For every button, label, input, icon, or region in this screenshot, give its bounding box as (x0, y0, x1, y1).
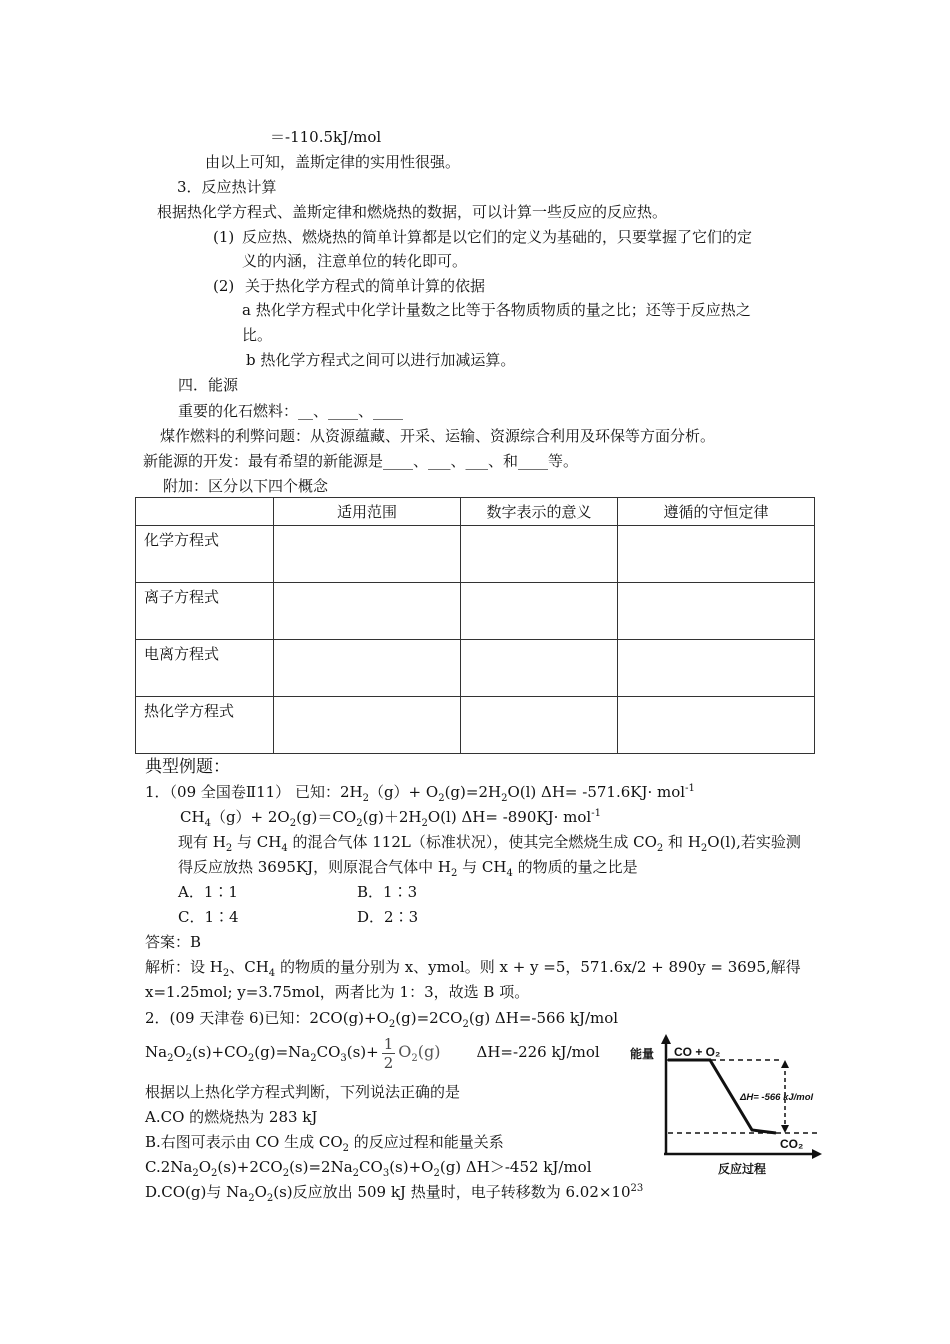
energy-diagram (628, 1030, 858, 1178)
x-axis-arrow (812, 1149, 822, 1159)
result-line: ＝-110.5kJ/mol (270, 128, 382, 146)
new-energy-line: 新能源的开发：最有希望的新能源是____、___、___、和____等。 (143, 452, 579, 470)
table-row (136, 640, 815, 697)
appendix-line: 附加：区分以下四个概念 (163, 477, 329, 495)
table-header-cell (136, 498, 274, 526)
table-header-cell: 数字表示的意义 (461, 498, 618, 526)
q1-analysis-line2: x=1.25mol; y=3.75mol，两者比为 1：3，故选 B 项。 (145, 983, 530, 1001)
delta-h-label: ΔH= -566 kJ/mol (740, 1092, 814, 1103)
q1-given-line1: 1．（09 全国卷Ⅱ11） 已知：$2H_2(g)+ O_2(g)=2H_2O(l)$ ΔH= -571.6KJ· mol$^{-1}$ (145, 783, 695, 804)
table-cell (274, 640, 461, 697)
row-label: 化学方程式 (136, 526, 274, 583)
table-cell (274, 526, 461, 583)
table-cell (618, 526, 815, 583)
table-cell (618, 697, 815, 754)
point1-number: (1) (213, 228, 235, 246)
examples-title: 典型例题： (145, 757, 230, 777)
table-cell (461, 697, 618, 754)
point2-title: 关于热化学方程式的简单计算的依据 (245, 277, 486, 295)
product-label: CO₂ (780, 1137, 804, 1151)
q1-option-d: D．2∶3 (357, 908, 419, 926)
table-header-row (136, 498, 815, 526)
table-cell (274, 583, 461, 640)
fossil-fuels-line: 重要的化石燃料：__、____、____ (178, 402, 404, 420)
q2-option-c: $C.2Na_2O_2(s)+2CO_2(s)=2Na_2CO_3(s)+O_2(g)$ ΔH＞-452 kJ/mol (145, 1158, 592, 1179)
y-axis-arrow (661, 1034, 671, 1044)
coal-fuel-line: 煤作燃料的利弊问题：从资源蕴藏、开采、运输、资源综合利用及环保等方面分析。 (160, 427, 716, 445)
table-cell (618, 640, 815, 697)
table-cell (461, 640, 618, 697)
q1-answer: 答案：B (145, 933, 202, 951)
conclusion-line: 由以上可知，盖斯定律的实用性很强。 (205, 153, 461, 171)
q1-analysis-line1: 解析：设 $H_2$、$CH_4$ 的物质的量分别为 x、ymol。则 x + y =5，571.6x/2 + 890y = 3695,解得 (145, 958, 801, 979)
reactant-label: CO + O₂ (674, 1045, 721, 1059)
table-cell (461, 583, 618, 640)
table-header-cell: 遵循的守恒定律 (618, 498, 815, 526)
q1-given-line2: $CH_4(g)+ 2O_2(g)=CO_2(g)+2H_2O(l)$ ΔH= -890KJ· mol$^{-1}$ (180, 808, 601, 829)
section3-intro: 根据热化学方程式、盖斯定律和燃烧热的数据，可以计算一些反应的反应热。 (157, 203, 668, 221)
q1-stem-line2: 得反应放热 3695KJ，则原混合气体中 $H_2$ 与 $CH_4$ 的物质的量之比是 (178, 858, 638, 879)
q1-option-b: B．1∶3 (357, 883, 418, 901)
row-label: 电离方程式 (136, 640, 274, 697)
q2-given-line1: 2．(09 天津卷 6)已知：$2CO(g)+O_2(g)=2CO_2(g)$ ΔH=-566 kJ/mol (145, 1009, 619, 1030)
q2-option-b: B.右图可表示由 CO 生成 $CO_2$ 的反应过程和能量关系 (145, 1133, 504, 1154)
table-row (136, 697, 815, 754)
point1-line2: 义的内涵，注意单位的转化即可。 (242, 252, 468, 270)
table-cell (618, 583, 815, 640)
row-label: 离子方程式 (136, 583, 274, 640)
q1-stem-line1: 现有 $H_2$ 与 $CH_4$ 的混合气体 112L（标准状况），使其完全燃烧生成 $CO_2$ 和 $H_2O(l)$,若实验测 (178, 833, 801, 854)
table-header-cell: 适用范围 (274, 498, 461, 526)
table-cell (274, 697, 461, 754)
table-cell (461, 526, 618, 583)
section4-heading: 四．能源 (178, 376, 239, 394)
q1-option-a: A．1∶1 (178, 883, 238, 901)
point-a-line1: a 热化学方程式中化学计量数之比等于各物质物质的量之比；还等于反应热之 (242, 301, 751, 319)
point2-number: (2) (213, 277, 235, 295)
diagram-y-label: 能量 (630, 1047, 655, 1061)
q2-given-line2: $Na_2O_2(s)+CO_2(g)=Na_2CO_3(s)+$ $\frac{1}{2}$ $O_2(g)$ ΔH=-226 kJ/mol (145, 1034, 600, 1072)
point-a-line2: 比。 (242, 326, 273, 344)
section3-heading: 3．反应热计算 (177, 178, 277, 196)
point-b-line: b 热化学方程式之间可以进行加减运算。 (246, 351, 516, 369)
table-row (136, 526, 815, 583)
delta-h-arrow-top (781, 1060, 789, 1068)
delta-h-arrow-bottom (781, 1125, 789, 1133)
q1-option-c: C．1∶4 (178, 908, 239, 926)
table-row (136, 583, 815, 640)
q2-option-a: A.CO 的燃烧热为 283 kJ (145, 1108, 318, 1126)
point1-line1: 反应热、燃烧热的简单计算都是以它们的定义为基础的，只要掌握了它们的定 (242, 228, 753, 246)
q2-stem: 根据以上热化学方程式判断，下列说法正确的是 (145, 1083, 461, 1101)
row-label: 热化学方程式 (136, 697, 274, 754)
diagram-x-label: 反应过程 (718, 1162, 767, 1176)
q2-option-d: D.CO(g)与 $Na_2O_2(s)$反应放出 509 kJ 热量时，电子转移数为 $6.02\times 10^{23}$ (145, 1183, 644, 1204)
concepts-table (135, 497, 815, 754)
one-half-fraction: $\frac{1}{2}$ (383, 1034, 394, 1072)
